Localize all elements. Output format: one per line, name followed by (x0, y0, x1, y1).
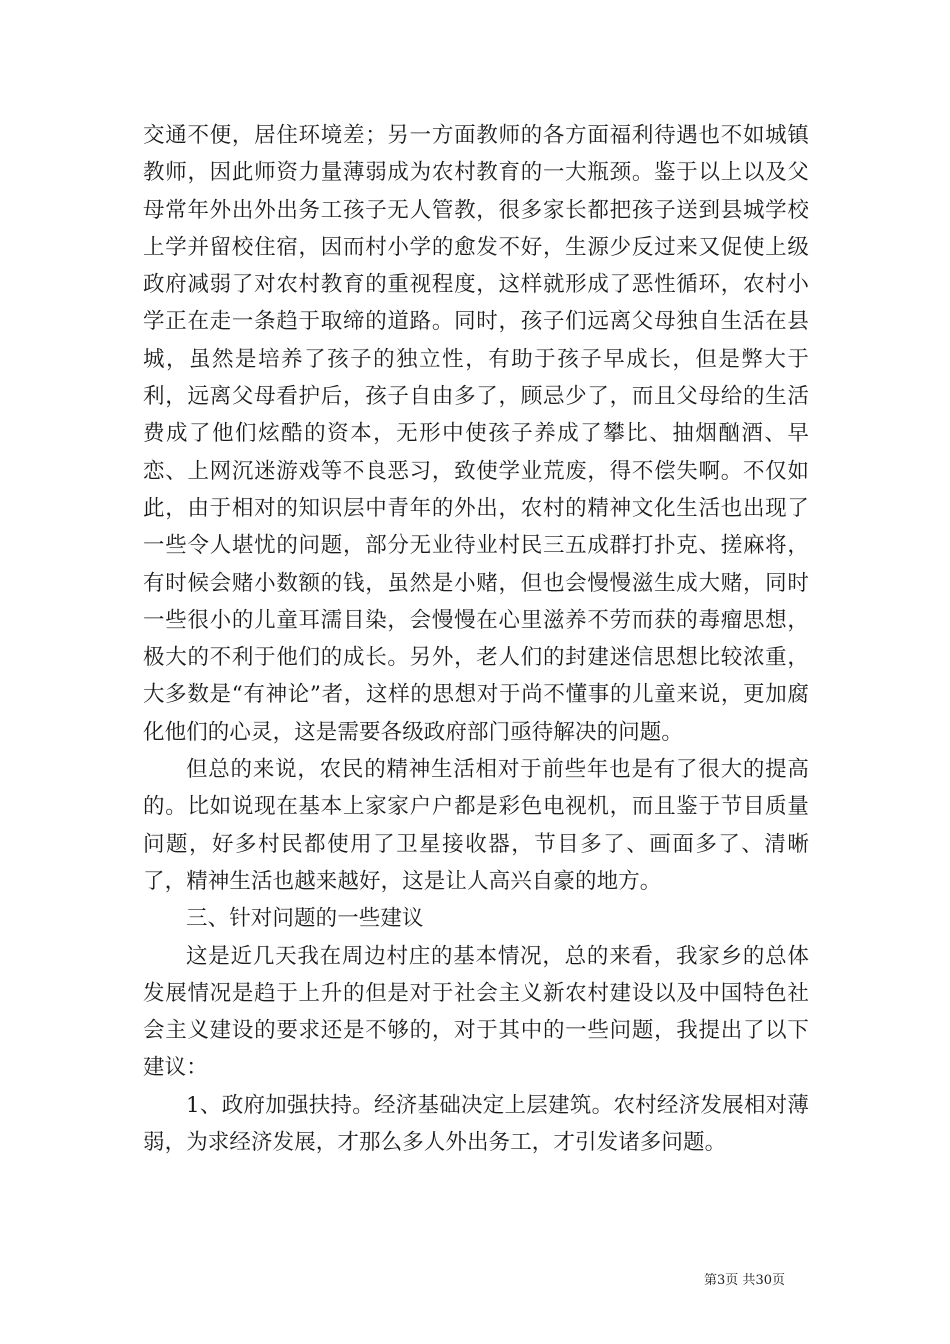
page-suffix: 页 (771, 1273, 785, 1288)
current-page-number: 3 (717, 1273, 726, 1288)
page-number-footer (704, 1272, 785, 1290)
document-body (143, 117, 809, 1161)
section-heading-suggestions: 三、针对问题的一些建议 (186, 906, 424, 932)
paragraph-continued: 交通不便，居住环境差；另一方面教师的各方面福利待遇也不如城镇教师，因此师资力量薄弱成为农村教育的一大瓶颈。鉴于以上以及父母常年外出外出务工孩子无人管教，很多家长都把孩子送到县城学校上学并留校住宿，因而村小学的愈发不好，生源少反过来又促使上级政府减弱了对农村教育的重视程度，这样就形成了恶性循环，农村小学正在走一条趋于取缔的道路。同时，孩子们远离父母独自生活在县城，虽然是培养了孩子的独立性，有助于孩子早成长，但是弊大于利，远离父母看护后，孩子自由多了，顾忌少了，而且父母给的生活费成了他们炫酷的资本，无形中使孩子养成了攀比、抽烟酗酒、早恋、上网沉迷游戏等不良恶习，致使学业荒废，得不偿失啊。不仅如此，由于相对的知识层中青年的外出，农村的精神文化生活也出现了一些令人堪忧的问题，部分无业待业村民三五成群打扑克、搓麻将，有时候会赌小数额的钱，虽然是小赌，但也会慢慢滋生成大赌，同时一些很小的儿童耳濡目染，会慢慢在心里滋养不劳而获的毒瘤思想，极大的不利于他们的成长。另外，老人们的封建迷信思想比较浓重，大多数是“有神论”者，这样的思想对于尚不懂事的儿童来说，更加腐化他们的心灵，这是需要各级政府部门亟待解决的问题。 (143, 123, 809, 745)
paragraph-spiritual-life: 但总的来说，农民的精神生活相对于前些年也是有了很大的提高的。比如说现在基本上家家户户都是彩色电视机，而且鉴于节目质量问题，好多村民都使用了卫星接收器，节目多了、画面多了、清晰了，精神生活也越来越好，这是让人高兴自豪的地方。 (143, 757, 809, 894)
page-middle-text: 页 共 (725, 1273, 756, 1288)
paragraph-suggestion-1: 1、政府加强扶持。经济基础决定上层建筑。农村经济发展相对薄弱，为求经济发展，才那么多人外出务工，才引发诸多问题。 (143, 1092, 809, 1156)
page-prefix: 第 (704, 1273, 718, 1288)
paragraph-summary: 这是近几天我在周边村庄的基本情况，总的来看，我家乡的总体发展情况是趋于上升的但是对于社会主义新农村建设以及中国特色社会主义建设的要求还是不够的，对于其中的一些问题，我提出了以下建议： (143, 943, 809, 1081)
total-pages-number: 30 (755, 1273, 772, 1288)
